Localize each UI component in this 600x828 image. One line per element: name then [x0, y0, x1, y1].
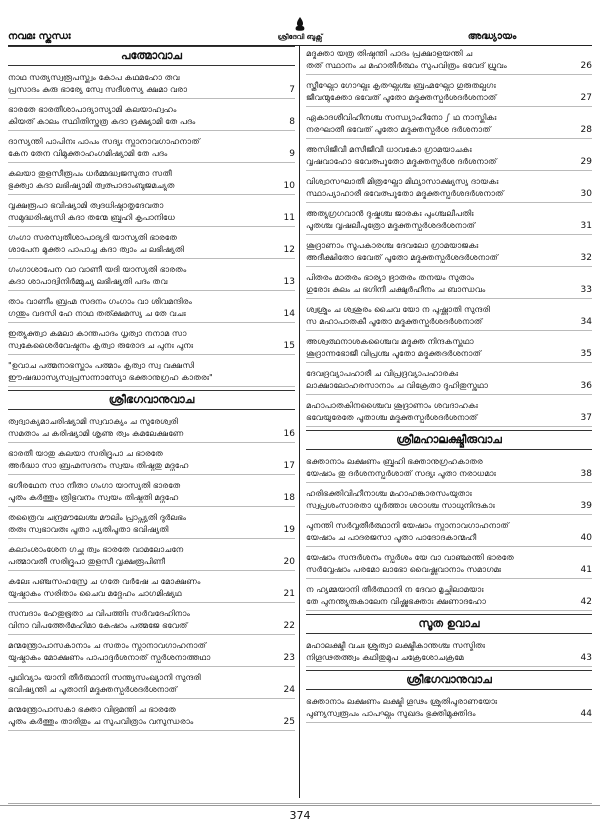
verse-line: അത്യുഗ്രഗവാൻ ദുഷ്കശ്ച ജാരകഃ പുംശ്ചലീപതിഃ — [306, 208, 474, 218]
verse — [8, 102, 295, 131]
verse-line: ഗംഗാ സരസ്വതീശാപാദ്യദി യാസ്യതി ഭാരതേ — [8, 232, 177, 242]
verse-line: കലയാ തുളസീരൂപം ധർമ്മദ്ധ്വജസുതാ സതീ — [8, 168, 172, 178]
section-heading: ശ്രീഭഗവാനുവാച — [8, 390, 295, 410]
verse-line: വിനാ വിപത്തേർമഹിമാ കേഷാം പത്മജേ ഭവേത് — [8, 620, 188, 630]
verse-line: കിയത് കാലം സ്ഥിതിസ്തത്ര കദാ ദ്രക്ഷ്യാമി തേ പദം — [8, 116, 196, 126]
verse — [8, 294, 295, 323]
verse-line: കലേഃ പഞ്ചസഹസ്രേ ച ഗതേ വർഷേ ച മോക്ഷണം — [8, 576, 201, 586]
verse-text — [306, 175, 576, 199]
verse — [306, 454, 592, 483]
verse — [306, 334, 592, 363]
verse-line: പൃഥിവ്യാം യാനി തീർത്ഥാനി സന്ത്യസംഖ്യാനി സുന്ദരി — [8, 672, 201, 682]
verse-line: അശ്വത്ഥനാശകശ്ചൈവ മദ്ഭക്ത നിന്ദകസ്തഥാ — [306, 336, 474, 346]
verse-number: 8 — [289, 117, 295, 127]
section-heading: ശ്രീമഹാലക്ഷ്മീരുവാച — [306, 430, 592, 450]
verse-number: 9 — [289, 149, 295, 159]
verse-line: ഭവിഷ്യന്തി ച പൂതാനി മദ്ഭക്തസ്പർശദർശനാത് — [8, 684, 178, 694]
verse-line: മദ്ഭക്താ യത്ര തിഷ്ഠന്തി പാദം പ്രക്ഷാളയന്തി ച — [306, 48, 473, 58]
verse — [8, 510, 295, 539]
verse-line: നിഗൂഢതത്ത്വം കഥിതുമുപ ചക്രേശോചക്രമേ — [306, 652, 464, 662]
verse-number: 19 — [283, 525, 295, 535]
verse-line: പൂതം കർത്തും താരിതും ച സുപവിത്രാം വസുന്ധരാം — [8, 716, 194, 726]
verse-line: വൃക്ഷരൂപാ ഭവിഷ്യാമി ത്വദധിഷ്ഠാതൃദേവതാ — [8, 200, 164, 210]
verse-line: കലാംശാംശേന ഗച്ഛ ത്വം ഭാരതേ വാമലോചനേ — [8, 544, 184, 554]
verse-text — [306, 47, 576, 71]
verse-line: മന്മന്ത്രോപാസകാനാം ച സതാം സ്നാനാവഗാഹനാത് — [8, 640, 207, 650]
verse-number: 32 — [580, 253, 592, 263]
verse — [8, 446, 295, 475]
verse-number: 16 — [283, 429, 295, 439]
verse-line: സമതാം ച കരിഷ്യാമി ശൃണു ത്വം കമലേക്ഷണേ — [8, 428, 184, 438]
verse — [8, 638, 295, 667]
verse-text — [8, 415, 279, 439]
verse-line: ശ്വശ്രൂം ച ശ്വശുരം ചൈവ യോ ന പുഷ്ണാതി സുന്ദരി — [306, 304, 490, 314]
publisher-logo-icon — [293, 16, 307, 32]
verse — [8, 478, 295, 507]
verse-text — [8, 295, 279, 319]
verse-text — [306, 207, 576, 231]
verse-number: 43 — [580, 653, 592, 663]
section-heading: സൂത ഉവാച — [306, 614, 592, 634]
verse-line: പൂതം കർത്തും ത്രിഭുവനം സ്വയം തിഷ്ഠതി മദ്ഗൃഹേ — [8, 492, 179, 502]
verse-number: 23 — [283, 653, 295, 663]
verse-text — [306, 487, 576, 511]
page-header — [8, 8, 592, 46]
verse-number: 25 — [283, 717, 295, 727]
verse — [306, 78, 592, 107]
verse-line: പുനന്തി സർവ്വതീർത്ഥാനി യേഷാം സ്നാനാവഗാഹനാത് — [306, 520, 509, 530]
verse — [8, 70, 295, 99]
footer-rule — [8, 803, 592, 804]
verse-text — [8, 231, 279, 255]
header-skandha: നവമഃ സ്കന്ധഃ — [8, 31, 71, 42]
verse-line: അദീക്ഷിതോ ഭവേത് പൂതോ മദ്ഭക്തസ്പർശദർശനാത് — [306, 252, 498, 262]
verse — [306, 142, 592, 171]
section-heading: പത്മോവാച — [8, 46, 295, 66]
verse-text — [8, 671, 279, 695]
verse-text — [306, 367, 576, 391]
verse-number: 29 — [580, 157, 592, 167]
verse-text — [306, 519, 576, 543]
verse-text — [306, 303, 576, 327]
verse-number: 20 — [283, 557, 295, 567]
verse-line: പ്രസാദം കുരു ഭാര്യേ സ്വേ സദീശസ്യ ക്ഷമാ വരാ — [8, 84, 188, 94]
verse — [306, 110, 592, 139]
page-number: 374 — [0, 805, 600, 822]
verse-text — [8, 447, 279, 471]
verse-number: 28 — [580, 125, 592, 135]
verse-line: ശൂദ്രാന്നഭോജീ വിപ്രശ്ച പൂതോ മദ്ഭക്തദർശനാത് — [306, 348, 482, 358]
verse-line: കേന തേന വിമുക്താഹംഗമിഷ്യാമി തേ പദം — [8, 148, 168, 158]
verse-line: മന്മന്ത്രോപാസകാ ഭക്താ വിഭ്രമന്തി ച ഭാരതേ — [8, 704, 176, 714]
verse — [306, 518, 592, 547]
verse-line: തേ പുനന്ത്യുരുകാലേന വിഷ്ണുഭക്താഃ ക്ഷണാദഹോ — [306, 596, 486, 606]
verse-text — [306, 111, 576, 135]
verse-number: 33 — [580, 285, 592, 295]
verse-number: 34 — [580, 317, 592, 327]
verse — [306, 638, 592, 667]
verse-line: ഭക്താനാം ലക്ഷണം ബ്രൂഹി ഭക്താനുഗ്രഹകാതര — [306, 456, 483, 466]
verse-text — [8, 71, 279, 95]
verse — [8, 702, 295, 731]
verse — [8, 198, 295, 227]
section-heading: ശ്രീഭഗവാനുവാച — [306, 670, 592, 690]
text-columns — [8, 46, 592, 798]
verse — [306, 238, 592, 267]
verse-number: 21 — [283, 589, 295, 599]
verse-number: 12 — [283, 245, 295, 255]
verse-line: "ഉവാച പത്മനാഭസ്താം പത്മാം കൃത്വാ സ്വ വക്ഷസി — [8, 360, 195, 370]
verse-text — [306, 583, 576, 607]
verse-number: 38 — [580, 469, 592, 479]
verse-text — [8, 607, 279, 631]
verse-line: ഭുക്ത്വാ കദാ ലഭിഷ്യാമി ത്വത്പാദാംബുജമച്യുത — [8, 180, 175, 190]
verse-text — [8, 199, 279, 223]
verse-line: മഹാപാതകിനശ്ചൈവ ശൂദ്രാണാം ശവദാഹകഃ — [306, 400, 478, 410]
verse-line: ന ഹ്യമ്മയാനി തീർത്ഥാനി ന ദേവാ മൃച്ഛിലാമയാഃ — [306, 584, 484, 594]
verse-number: 35 — [580, 349, 592, 359]
verse — [306, 174, 592, 203]
verse-line: ദേവദ്രവ്യാപഹാരീ ച വിപ്രദ്രവ്യാപഹാരകഃ — [306, 368, 459, 378]
verse-line: വൃഷവാഹോ ഭവേത്പൂതോ മദ്ഭക്തസ്പർശ ദർശനാത് — [306, 156, 497, 166]
verse — [306, 302, 592, 331]
verse-line: ശാപേന മുക്താ പാപാച്ച കദാ ത്വാം ച ലഭിഷ്യതി — [8, 244, 184, 254]
verse — [306, 270, 592, 299]
publisher-mark — [240, 16, 360, 42]
verse-number: 11 — [283, 213, 295, 223]
verse-line: സ്ത്രീഘ്നോ ഗോഘ്നഃ കൃതഘ്നശ്ച ബ്രഹ്മഘ്നോ ഗുരുതല്പഗഃ — [306, 80, 496, 90]
verse-text — [306, 143, 576, 167]
verse-text — [306, 79, 576, 103]
verse-line: ഹരിഭക്തിവിഹീനാശ്ച മഹാഹങ്കാരസംയുതാഃ — [306, 488, 472, 498]
verse-text — [8, 511, 279, 535]
verse-number: 18 — [283, 493, 295, 503]
verse-line: തതഃ സ്വഭാവതഃ പൂതാ പ്യതിപൂതാ ഭവിഷ്യതി — [8, 524, 169, 534]
verse-number: 27 — [580, 93, 592, 103]
verse — [8, 670, 295, 699]
verse-text — [8, 167, 279, 191]
verse-line: ലാക്ഷാലോഹരസാനാം ച വിക്രേതാ ദുഹിതുസ്തഥാ — [306, 380, 488, 390]
header-chapter: അദ്ധ്യായം — [467, 31, 517, 42]
verse-line: ദാസ്യന്തി പാപിനഃ പാപം സദ്യഃ സ്നാനാവഗാഹനാത് — [8, 136, 200, 146]
verse-line: നാഥ സത്യസ്വരൂപസ്ത്വം കോപ കഥമഹോ തവ — [8, 72, 180, 82]
verse-number: 39 — [580, 501, 592, 511]
verse-text — [306, 695, 576, 719]
verse — [306, 550, 592, 579]
verse-line: അസിജീവീ മസീജീവീ ധാവകോ ഗ്രാമയാചകഃ — [306, 144, 472, 154]
verse — [306, 398, 592, 427]
verse-line: തത് സ്ഥാനം ച മഹാതീർത്ഥം സുപവിത്രം ഭവേദ് ധ്രുവം — [306, 60, 507, 70]
verse — [306, 582, 592, 611]
verse-line: സർവ്വേഷാം പരമോ ലാഭോ വൈഷ്ണവാനാം സമാഗമഃ — [306, 564, 502, 574]
verse-number: 10 — [283, 181, 295, 191]
verse-number: 22 — [283, 621, 295, 631]
verse-text — [306, 455, 576, 479]
verse-line: ഗന്തും വദസി ഹേ നാഥ തത്ക്ഷമസ്യ ച തേ വചഃ — [8, 308, 186, 318]
verse-text — [8, 103, 279, 127]
verse-number: 24 — [283, 685, 295, 695]
verse-text — [8, 135, 279, 159]
verse-line: പൂതശ്ച വൃഷലീപുത്രോ മദ്ഭക്തസ്പർശദർശനാത് — [306, 220, 476, 230]
verse-line: ഗുരോഃ കുലം ച ഭഗിനീ ചക്ഷുർഹീനം ച ബാന്ധവം — [306, 284, 486, 294]
verse-line: സ്വപ്രശംസാരതാ ധൂർത്താഃ ശഠാശ്ച സാധുനിന്ദകാഃ — [306, 500, 495, 510]
verse-line: കദാ ശാപാദ്വിനിർമ്മുച്യ ലഭിഷ്യതി പദം തവ — [8, 276, 168, 286]
verse-line: ത്വദ്വാക്യമാചരിഷ്യാമി സ്വവാക്യം ച സുരേശ്വരി — [8, 416, 178, 426]
verse-text — [8, 263, 279, 287]
verse-line: സ മഹാപാതകീ പൂതോ മദ്ഭക്തസ്പർശദർശനാത് — [306, 316, 483, 326]
verse-text — [8, 359, 279, 383]
verse-line: അർദ്ധാ സാ ബ്രഹ്മസദനം സ്വയം തിഷ്ഠതു മദ്ഗൃഹേ — [8, 460, 189, 470]
verse-line: യുഷ്മാകം മോക്ഷണം പാപാദ്ദർശനാത് സ്പർശനാത്തഥാ — [8, 652, 211, 662]
verse-line: യേഷാം തു ദർശനസ്പർശാത് സദ്യഃ പൂതാ നരാധമാഃ — [306, 468, 496, 478]
verse-number: 13 — [283, 277, 295, 287]
verse-line: പത്മാവതീ സരിദ്രൂപാ തുളസീ വൃക്ഷരൂപിണീ — [8, 556, 165, 566]
verse-line: ഏകാദശീവിഹീനശ്ച സന്ധ്യാഹീനോ ഽ ഥ നാസ്തികഃ — [306, 112, 497, 122]
verse — [8, 358, 295, 387]
verse-line: ജീവന്മുക്തോ ഭവേത് പൂതോ മദ്ഭക്തസ്പർശദർശനാത് — [306, 92, 497, 102]
verse — [8, 414, 295, 443]
verse-line: ഗംഗാശാപേന വാ വാണീ യദി യാസ്യതി ഭാരതം — [8, 264, 187, 274]
verse-line: സമ്പദാം ഹേതുഭൂതാ ച വിപത്തിഃ സർവദേഹിനാം — [8, 608, 190, 618]
right-column — [300, 46, 592, 798]
verse — [8, 542, 295, 571]
left-column — [8, 46, 300, 798]
verse — [306, 206, 592, 235]
verse-text — [306, 335, 576, 359]
verse-number: 14 — [283, 309, 295, 319]
verse — [306, 366, 592, 395]
verse-number: 30 — [580, 189, 592, 199]
verse-line: യുഷ്മാകം സരിതാം ചൈവ മദ്ഗേഹം ചാഗമിഷ്യഥ — [8, 588, 182, 598]
verse — [306, 694, 592, 723]
verse-number: 31 — [580, 221, 592, 231]
verse — [8, 262, 295, 291]
verse — [306, 486, 592, 515]
verse — [8, 606, 295, 635]
verse — [8, 166, 295, 195]
verse-line: ഈഷദ്ധാസ്യസ്വപ്രസന്നാസ്യോ ഭക്താനുഗ്രഹ കാതരഃ" — [8, 372, 213, 382]
verse-number: 42 — [580, 597, 592, 607]
verse-text — [8, 639, 279, 663]
verse-line: പിതരം മാതരം ഭാര്യാ ഭ്രാതരം തനയം സുതാം — [306, 272, 474, 282]
verse-line: ശൂദ്രാണാം സൂപകാരശ്ച ദേവലോ ഗ്രാമയാജകഃ — [306, 240, 479, 250]
verse-text — [8, 575, 279, 599]
verse — [8, 574, 295, 603]
verse-line: മഹാലക്ഷ്മീ വചഃ ശ്രുത്വാ ലക്ഷ്മീകാന്തശ്ച സസ്മിതഃ — [306, 640, 486, 650]
verse-line: ഭാരതേ ഭാരതീശാപാദ്യാസ്യാമി കലയാഹ്വഹം — [8, 104, 177, 114]
verse-line: സ്ഥാപ്യാഹാരീ ഭവേത്പൂതോ മദ്ഭക്തസ്പർശദർശനാത് — [306, 188, 504, 198]
verse-line: സമുദ്ധരിഷ്യസി കദാ തന്മേ ബ്രൂഹി കൃപാനിധേ — [8, 212, 175, 222]
verse-text — [306, 239, 576, 263]
publisher-name: ശ്രീദേവി ബുക്സ് — [277, 33, 323, 41]
verse-line: തത്രൈവ ചന്ദ്രമൗലേശ്ച മൗലിം പ്രാപ്സ്യതി ദുർലഭം — [8, 512, 187, 522]
verse-number: 36 — [580, 381, 592, 391]
verse-number: 15 — [283, 341, 295, 351]
verse-line: ഭക്താനാം ലക്ഷണം ലക്ഷ്മി ഗൂഢം ശ്രുതിപുരാണയോഃ — [306, 696, 498, 706]
verse-line: വിശ്വാസഘാതീ മിത്രഘ്നോ മിഥ്യാസാക്ഷ്യസ്യ ദായകഃ — [306, 176, 499, 186]
verse-line: ഭഗീരഥേന സാ നീതാ ഗംഗാ യാസ്യതി ഭാരതേ — [8, 480, 181, 490]
verse-text — [306, 271, 576, 295]
verse-text — [8, 479, 279, 503]
verse-text — [306, 399, 576, 423]
verse — [306, 46, 592, 75]
verse-number: 41 — [580, 565, 592, 575]
verse-number: 40 — [580, 533, 592, 543]
verse-text — [306, 551, 576, 575]
verse — [8, 134, 295, 163]
verse-number: 44 — [580, 709, 592, 719]
verse — [8, 230, 295, 259]
verse-line: ഇത്യുക്ത്വാ കമലാ കാന്തപാദം ധൃത്വാ നനാമ സാ — [8, 328, 187, 338]
verse-line: സ്വകേശൈർവേഷ്ടനം കൃത്വാ രുരോദ ച പുനഃ പുനഃ — [8, 340, 194, 350]
verse-number: 7 — [289, 85, 295, 95]
verse-line: ഭാരതീ യാതു കലയാ സരിദ്രൂപാ ച ഭാരതേ — [8, 448, 163, 458]
verse-line: ഭവേയുരേതേ പൂതാശ്ച മദ്ഭക്തസ്പർശദർശനാത് — [306, 412, 478, 422]
verse — [8, 326, 295, 355]
verse-text — [8, 543, 279, 567]
verse-line: താം വാണീം ബ്രഹ്മ സദനം ഗംഗാം വാ ശിവമന്ദിരം — [8, 296, 192, 306]
verse-text — [306, 639, 576, 663]
verse-line: യേഷാം സന്ദർശനം സ്പർശം യേ വാ വാഞ്ഛന്തി ഭാരതേ — [306, 552, 514, 562]
verse-line: പുണ്യസ്വരൂപം പാപഘ്നം സുഖദം ഭുക്തിമുക്തിദം — [306, 708, 476, 718]
verse-line: നരഘാതീ ഭവേത് പൂതോ മദ്ഭക്തസ്പർശ ദർശനാത് — [306, 124, 491, 134]
verse-number: 37 — [580, 413, 592, 423]
verse-text — [8, 327, 279, 351]
verse-number: 26 — [580, 61, 592, 71]
verse-number: 17 — [283, 461, 295, 471]
verse-line: യേഷാം ച പാദരജസാ പൂതാ പാദോദകാന്മഹീ — [306, 532, 477, 542]
verse-text — [8, 703, 279, 727]
